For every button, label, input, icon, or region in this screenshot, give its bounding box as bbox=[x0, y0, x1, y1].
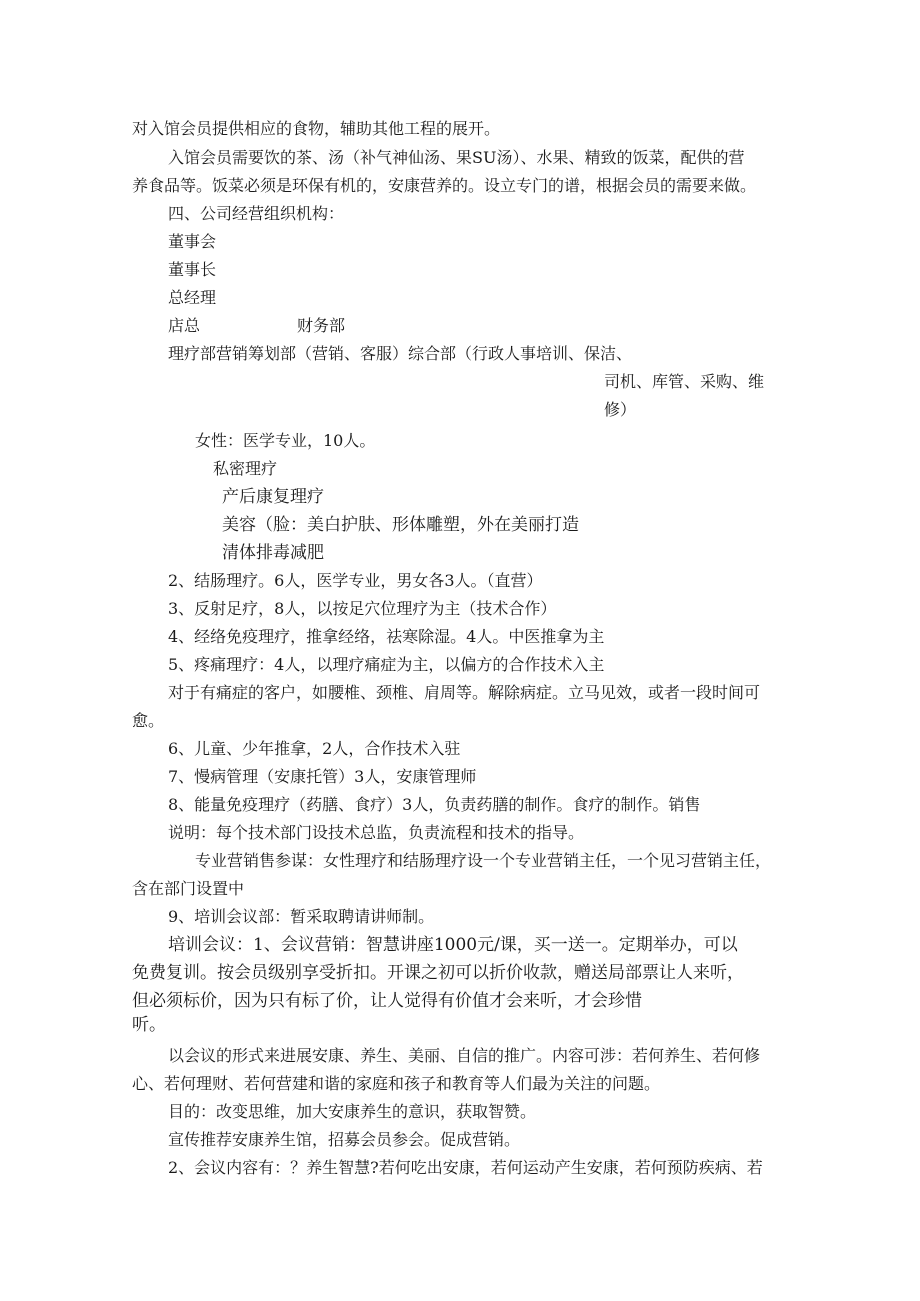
list-item: 5、疼痛理疗：4人，以理疗痛症为主，以偏方的合作技术入主 bbox=[168, 655, 605, 674]
list-item: 产后康复理疗 bbox=[222, 487, 324, 507]
list-item: 4、经络免疫理疗，推拿经络，祛寒除湿。4人。中医推拿为主 bbox=[168, 627, 605, 646]
text-line: 入馆会员需要饮的茶、汤（补气神仙汤、果SU汤）、水果、精致的饭菜，配供的营 bbox=[168, 148, 745, 167]
list-item: 6、儿童、少年推拿，2人，合作技术入驻 bbox=[168, 739, 461, 758]
section-heading: 9、培训会议部：暂采取聘请讲师制。 bbox=[168, 907, 435, 926]
list-item: 2、结肠理疗。6人，医学专业，男女各3人。（直营） bbox=[168, 571, 543, 590]
list-item: 清体排毒减肥 bbox=[222, 543, 324, 563]
org-item: 总经理 bbox=[168, 288, 217, 307]
text-line: 专业营销售参谋：女性理疗和结肠理疗设一个专业营销主任，一个见习营销主任， bbox=[195, 851, 772, 870]
section-heading: 四、公司经营组织机构： bbox=[168, 204, 345, 223]
org-item: 财务部 bbox=[297, 316, 346, 335]
list-item: 3、反射足疗，8人，以按足穴位理疗为主（技术合作） bbox=[168, 599, 557, 618]
list-item: 美容（脸：美白护肤、形体雕塑，外在美丽打造 bbox=[222, 515, 579, 535]
text-line: 目的：改变思维，加大安康养生的意识，获取智赞。 bbox=[168, 1102, 537, 1121]
text-line: 说明：每个技术部门设技术总监，负责流程和技术的指导。 bbox=[168, 823, 585, 842]
text-line: 2、会议内容有：？养生智慧?若何吃出安康，若何运动产生安康，若何预防疾病、若 bbox=[168, 1158, 763, 1177]
list-item: 7、慢病管理（安康托管）3人，安康管理师 bbox=[168, 767, 477, 786]
org-item: 店总 bbox=[168, 316, 201, 335]
org-item: 董事会 bbox=[168, 232, 217, 251]
text-line: 养食品等。饭菜必须是环保有机的，安康营养的。设立专门的谱，根据会员的需要来做。 bbox=[132, 176, 757, 195]
text-line: 但必须标价，因为只有标了价，让人觉得有价值才会来听，才会珍惜 bbox=[132, 991, 642, 1011]
text-line: 宣传推荐安康养生馆，招募会员参会。促成营销。 bbox=[168, 1130, 521, 1149]
text-line: 理疗部营销筹划部（营销、客服）综合部（行政人事培训、保洁、 bbox=[168, 344, 633, 363]
text-line: 以会议的形式来进展安康、养生、美丽、自信的推广。内容可涉：若何养生、若何修 bbox=[168, 1046, 761, 1065]
text-line: 心、若何理财、若何营建和谐的家庭和孩子和教育等人们最为关注的问题。 bbox=[132, 1074, 661, 1093]
text-line: 司机、库管、采购、维 bbox=[604, 372, 765, 391]
text-line: 对于有痛症的客户，如腰椎、颈椎、肩周等。解除病症。立马见效，或者一段时间可 bbox=[168, 683, 761, 702]
org-item: 董事长 bbox=[168, 260, 217, 279]
text-line: 愈。 bbox=[132, 711, 165, 730]
text-line: 修） bbox=[604, 400, 637, 419]
text-line: 对入馆会员提供相应的食物，辅助其他工程的展开。 bbox=[132, 119, 501, 138]
list-item: 8、能量免疫理疗（药膳、食疗）3人，负责药膳的制作。食疗的制作。销售 bbox=[168, 795, 701, 814]
text-line: 女性：医学专业，10人。 bbox=[195, 431, 376, 450]
text-line: 培训会议：1、会议营销：智慧讲座1000元/课，买一送一。定期举办，可以 bbox=[168, 935, 738, 955]
text-line: 含在部门设置中 bbox=[132, 879, 245, 898]
text-line: 听。 bbox=[132, 1015, 166, 1035]
text-line: 免费复训。按会员级别享受折扣。开课之初可以折价收款，赠送局部票让人来听， bbox=[132, 963, 744, 983]
list-item: 私密理疗 bbox=[213, 459, 278, 478]
